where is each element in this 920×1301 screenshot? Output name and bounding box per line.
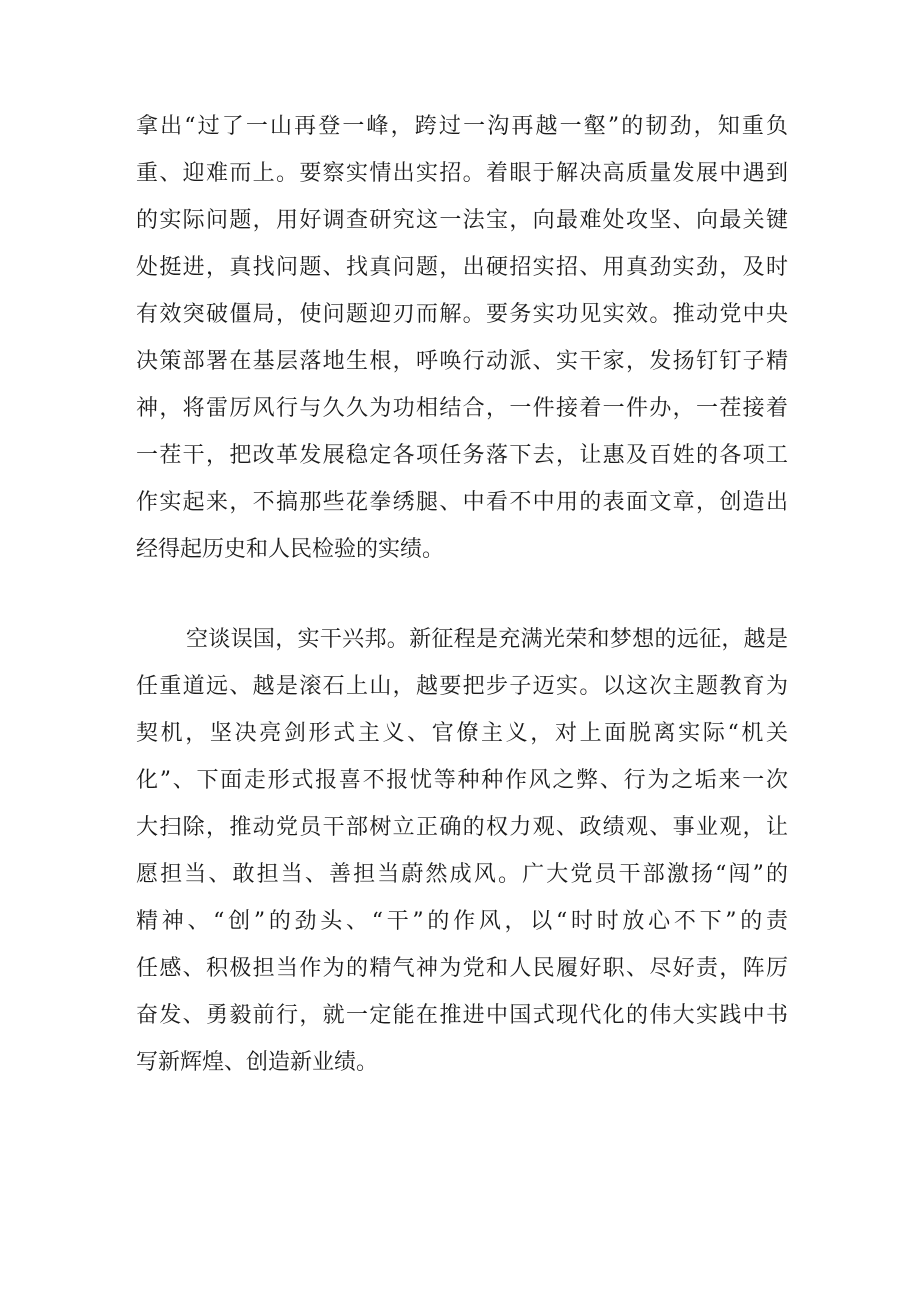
- paragraph-2: [136, 616, 788, 1086]
- paragraph-line: 化”、下面走形式报喜不报忧等种种作风之弊、行为之垢来一次: [136, 768, 788, 793]
- paragraph-line: 重、迎难而上。要察实情出实招。着眼于解决高质量发展中遇到: [136, 161, 788, 186]
- paragraph-line: 处挺进，真找问题、找真问题，出硬招实招、用真劲实劲，及时: [136, 255, 788, 280]
- paragraph-line: 的实际问题，用好调查研究这一法宝，向最难处攻坚、向最关键: [136, 208, 788, 233]
- paragraph-line: 空谈误国，实干兴邦。新征程是充满光荣和梦想的远征，越是: [186, 627, 788, 652]
- paragraph-line: 大扫除，推动党员干部树立正确的权力观、政绩观、事业观，让: [136, 815, 788, 840]
- paragraph-line: 拿出“过了一山再登一峰，跨过一沟再越一壑”的韧劲，知重负: [136, 114, 788, 139]
- paragraph-line: 经得起历史和人民检验的实绩。: [136, 537, 445, 562]
- paragraph-1: [136, 103, 788, 573]
- paragraph-line: 契机，坚决亮剑形式主义、官僚主义，对上面脱离实际“机关: [136, 721, 788, 746]
- paragraph-line: 精神、“创”的劲头、“干”的作风，以“时时放心不下”的责: [136, 909, 788, 934]
- paragraph-line: 写新辉煌、创造新业绩。: [136, 1050, 379, 1075]
- paragraph-line: 愿担当、敢担当、善担当蔚然成风。广大党员干部激扬“闯”的: [136, 862, 788, 887]
- paragraph-line: 任重道远、越是滚石上山，越要把步子迈实。以这次主题教育为: [136, 674, 788, 699]
- paragraph-line: 有效突破僵局，使问题迎刃而解。要务实功见实效。推动党中央: [136, 302, 788, 327]
- paragraph-line: 决策部署在基层落地生根，呼唤行动派、实干家，发扬钉钉子精: [136, 349, 788, 374]
- paragraph-line: 一茬干，把改革发展稳定各项任务落下去，让惠及百姓的各项工: [136, 443, 788, 468]
- paragraph-line: 奋发、勇毅前行，就一定能在推进中国式现代化的伟大实践中书: [136, 1003, 788, 1028]
- paragraph-line: 作实起来，不搞那些花拳绣腿、中看不中用的表面文章，创造出: [136, 490, 788, 515]
- paragraph-line: 任感、积极担当作为的精气神为党和人民履好职、尽好责，阵厉: [136, 956, 788, 981]
- paragraph-line: 神，将雷厉风行与久久为功相结合，一件接着一件办，一茬接着: [136, 396, 788, 421]
